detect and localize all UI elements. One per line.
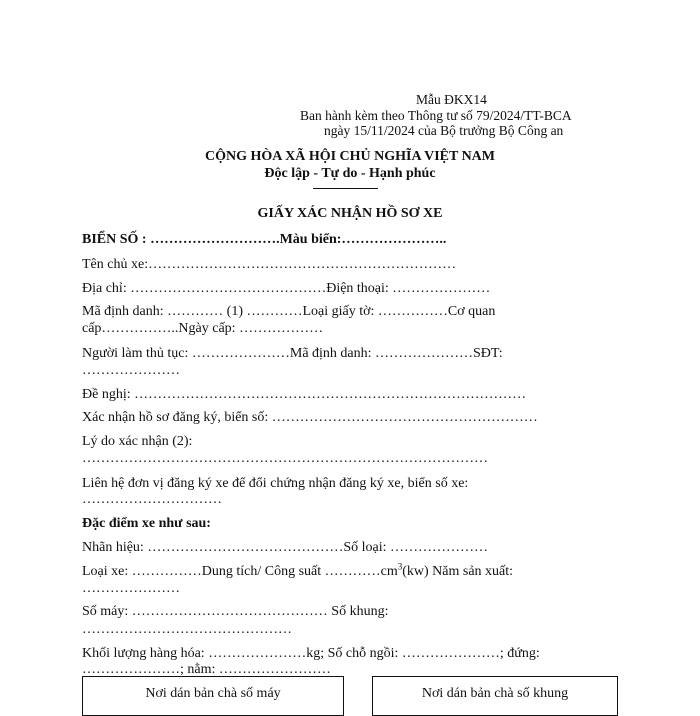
- vehicle-type-post: (kw) Năm sản xuất:: [402, 564, 514, 579]
- engine-frame-dots: ………………………………………: [82, 622, 292, 637]
- address-field: Địa chỉ: ……………………………………Điện thoại: …………………: [82, 281, 491, 296]
- vehicle-type-field-line1: [82, 561, 514, 580]
- plate-field: BIỂN SỐ : ……………………….Màu biển:…………………..: [82, 232, 447, 247]
- national-motto: Độc lập - Tự do - Hạnh phúc: [264, 166, 436, 181]
- cargo-field-line2: …………………; nằm: ……………………: [82, 662, 331, 677]
- cargo-field-line1: Khối lượng hàng hóa: …………………kg; Số chỗ ngồi: …………………; đứng:: [82, 646, 540, 661]
- reason-dots: ……………………………………………………………………………: [82, 451, 488, 466]
- owner-field: Tên chủ xe:…………………………………………………………: [82, 257, 457, 272]
- brand-field: Nhãn hiệu: ……………………………………Số loại: …………………: [82, 540, 488, 555]
- form-code: Mẫu ĐKX14: [416, 92, 487, 107]
- national-name: CỘNG HÒA XÃ HỘI CHỦ NGHĨA VIỆT NAM: [204, 149, 495, 164]
- vehicle-type-sup: 3: [397, 561, 403, 572]
- features-heading: Đặc điểm xe như sau:: [82, 516, 211, 531]
- motto-underline: [313, 188, 378, 189]
- applicant-field-line2: …………………: [82, 363, 180, 378]
- contact-field-line2: …………………………: [82, 492, 222, 507]
- engine-number-rubbing-box: [82, 676, 344, 716]
- engine-number-rubbing-label: Nơi dán bản chà số máy: [145, 686, 281, 701]
- issued-date: ngày 15/11/2024 của Bộ trưởng Bộ Công an: [324, 123, 564, 138]
- frame-number-rubbing-box: [372, 676, 618, 716]
- issued-by: Ban hành kèm theo Thông tư số 79/2024/TT-BCA: [300, 107, 572, 123]
- engine-frame-field: Số máy: …………………………………… Số khung:: [82, 604, 389, 619]
- frame-number-rubbing-label: Nơi dán bản chà số khung: [421, 686, 569, 701]
- document-title: GIẤY XÁC NHẬN HỒ SƠ XE: [257, 206, 443, 221]
- confirm-field: Xác nhận hồ sơ đăng ký, biển số: …………………………………………………: [82, 410, 538, 425]
- form-header: [300, 92, 640, 139]
- contact-field-line1: Liên hệ đơn vị đăng ký xe để đổi chứng nhận đăng ký xe, biển số xe:: [82, 476, 469, 491]
- reason-label: Lý do xác nhận (2):: [82, 434, 193, 449]
- id-field-line2: cấp……………..Ngày cấp: ………………: [82, 321, 324, 336]
- vehicle-type-pre: Loại xe: ……………Dung tích/ Công suất …………cm: [82, 564, 398, 579]
- applicant-field-line1: Người làm thủ tục: …………………Mã định danh: …………………SĐT:: [82, 346, 503, 361]
- vehicle-type-field-line2: …………………: [82, 581, 180, 596]
- request-field: Đề nghị: …………………………………………………………………………: [82, 387, 527, 402]
- id-field-line1: Mã định danh: ………… (1) …………Loại giấy tờ: ……………Cơ quan: [82, 304, 496, 319]
